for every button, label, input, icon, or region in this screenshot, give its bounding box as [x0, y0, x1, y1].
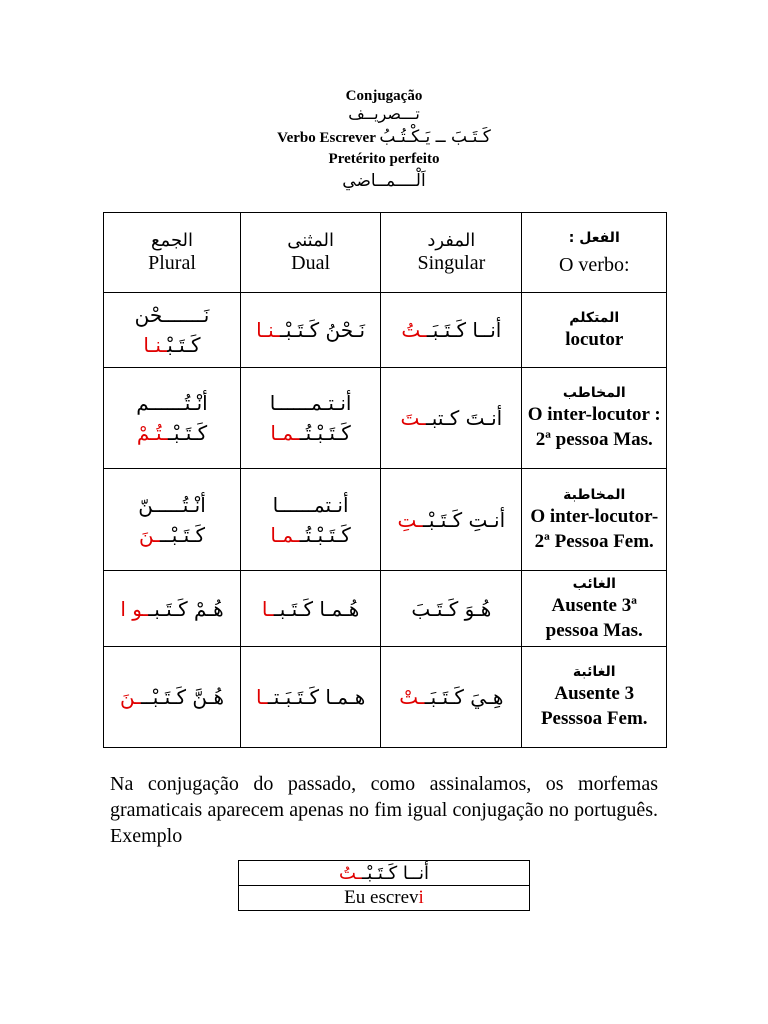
page-title: Conjugação: [345, 88, 423, 104]
example-arabic-row: [239, 861, 530, 886]
cell-dual: [241, 647, 381, 748]
page-title-arabic: تـــصريــف: [348, 104, 420, 123]
cell-stem: هُـمـا كَـتَـبـ: [273, 596, 360, 621]
table-row: [104, 293, 667, 368]
cell-person: [522, 293, 667, 368]
cell-ending: ـنَ: [138, 522, 161, 547]
header-singular-pt: Singular: [417, 251, 486, 274]
person-ar: المتكلم: [569, 309, 620, 326]
person-pt: Ausente 3ª pessoa Mas.: [545, 594, 643, 641]
cell-ending: ـتَ: [400, 406, 426, 430]
cell-ending: ـمـا: [270, 421, 300, 445]
header-plural-pt: Plural: [148, 251, 196, 274]
cell-ending: ـو ا: [120, 596, 149, 621]
person-pt: O inter-locutor : 2ª pessoa Mas.: [527, 404, 661, 450]
cell-stem: هُـنَّ كَـتَـبْــ: [141, 685, 225, 709]
person-pt: O inter-locutor- 2ª Pessoa Fem.: [530, 505, 659, 552]
table-header-row: [104, 213, 667, 293]
verb-label: Verbo Escrever: [277, 130, 376, 146]
example-portuguese-row: [239, 886, 530, 911]
cell-stem: أنْـتُـــــنّ كَـتَـبْــ: [138, 492, 206, 547]
header-plural-ar: الجمع: [150, 229, 194, 251]
cell-ending: ـنـا: [256, 318, 280, 342]
table-row: [104, 469, 667, 571]
header-singular: [381, 213, 522, 293]
example-arabic: [239, 861, 530, 886]
cell-stem: أنـتَ كـتبـ: [425, 406, 503, 430]
example-portuguese-ending: i: [418, 887, 424, 908]
cell-ending: ـتُـمْ: [136, 421, 168, 445]
cell-ending: ـا: [255, 685, 268, 709]
cell-stem: أنــا كَـتَـبَـ: [426, 318, 502, 342]
cell-plural: [104, 293, 241, 368]
cell-singular: [381, 368, 522, 469]
header-plural: [104, 213, 241, 293]
person-pt: Ausente 3 Pesssoa Fem.: [540, 683, 648, 729]
cell-stem: هُـمْ كَـتَـبـ: [148, 596, 224, 621]
cell-ending: ـنَ: [119, 685, 142, 709]
cell-ending: ـنـا: [143, 333, 168, 357]
cell-dual: [241, 571, 381, 647]
header-dual-pt: Dual: [291, 251, 331, 274]
table-row: [104, 368, 667, 469]
cell-dual: [241, 293, 381, 368]
example-portuguese-stem: Eu escrev: [344, 887, 419, 908]
tense-title: Pretérito perfeito: [328, 151, 440, 167]
cell-person: [522, 469, 667, 571]
cell-plural: [104, 469, 241, 571]
header-verb-pt: O verbo:: [558, 253, 630, 276]
cell-ending: ـمـا: [270, 522, 300, 547]
cell-person: [522, 368, 667, 469]
cell-stem: أنْـتُــــــم كَـتَـبْـ: [136, 391, 208, 445]
person-ar: الغائب: [572, 575, 616, 592]
cell-stem: هُـوَ كَـتَـبَ: [411, 596, 492, 621]
cell-stem: أنـتِ كَـتَـبْـ: [423, 507, 506, 532]
cell-plural: [104, 368, 241, 469]
cell-ending: ـتْ: [399, 685, 425, 709]
header-verb-ar: الفعل :: [568, 229, 620, 246]
person-ar: الغائبة: [572, 664, 616, 680]
cell-person: [522, 571, 667, 647]
cell-stem: هِـيَ كَـتَـبَـ: [424, 685, 504, 709]
header-dual-ar: المثنى: [287, 229, 334, 251]
conjugation-table: [103, 212, 667, 748]
cell-singular: [381, 647, 522, 748]
cell-ending: ـتُ: [401, 318, 427, 342]
table-row: [104, 571, 667, 647]
example-arabic-ending: ـتُ: [339, 862, 362, 884]
cell-singular: [381, 293, 522, 368]
person-ar: المخاطب: [562, 385, 626, 401]
cell-plural: [104, 571, 241, 647]
cell-ending: ـا: [261, 596, 274, 621]
example-arabic-stem: أنــا كَـتَـبْـ: [361, 862, 429, 884]
explanation-paragraph: Na conjugação do passado, como assinalamos, os morfemas gramaticais aparecem apenas no fim igual conjugação no português. Exemplo: [110, 773, 658, 847]
cell-stem: نَـــــــحْن كَـتَـبْ: [134, 303, 210, 357]
person-ar: المخاطبة: [563, 486, 626, 503]
cell-stem: أنـتـمــــــا كَـتَـبْـتُـ: [269, 391, 352, 445]
verb-arabic: كَـتَـبَ ــ يَـكْـتُـبُ: [379, 127, 491, 147]
cell-stem: نَـحْنُ كَـتَـبْـ: [279, 318, 366, 342]
header-singular-ar: المفرد: [427, 229, 476, 251]
cell-person: [522, 647, 667, 748]
header-dual: [241, 213, 381, 293]
cell-plural: [104, 647, 241, 748]
cell-stem: أنـتمــــــا كَـتَـبْـتُـ: [272, 492, 351, 547]
cell-stem: هـمـا كَـتَـبَـتـ: [267, 685, 366, 709]
table-row: [104, 647, 667, 748]
cell-ending: ـتِ: [397, 507, 424, 532]
person-pt: locutor: [565, 328, 624, 350]
cell-dual: [241, 368, 381, 469]
tense-title-arabic: اَلْــــمــاضي: [342, 171, 426, 191]
verb-line: [0, 127, 768, 147]
cell-dual: [241, 469, 381, 571]
header-verb: [522, 213, 667, 293]
cell-singular: [381, 571, 522, 647]
example-table: [238, 860, 530, 911]
example-portuguese: [239, 886, 530, 911]
cell-singular: [381, 469, 522, 571]
